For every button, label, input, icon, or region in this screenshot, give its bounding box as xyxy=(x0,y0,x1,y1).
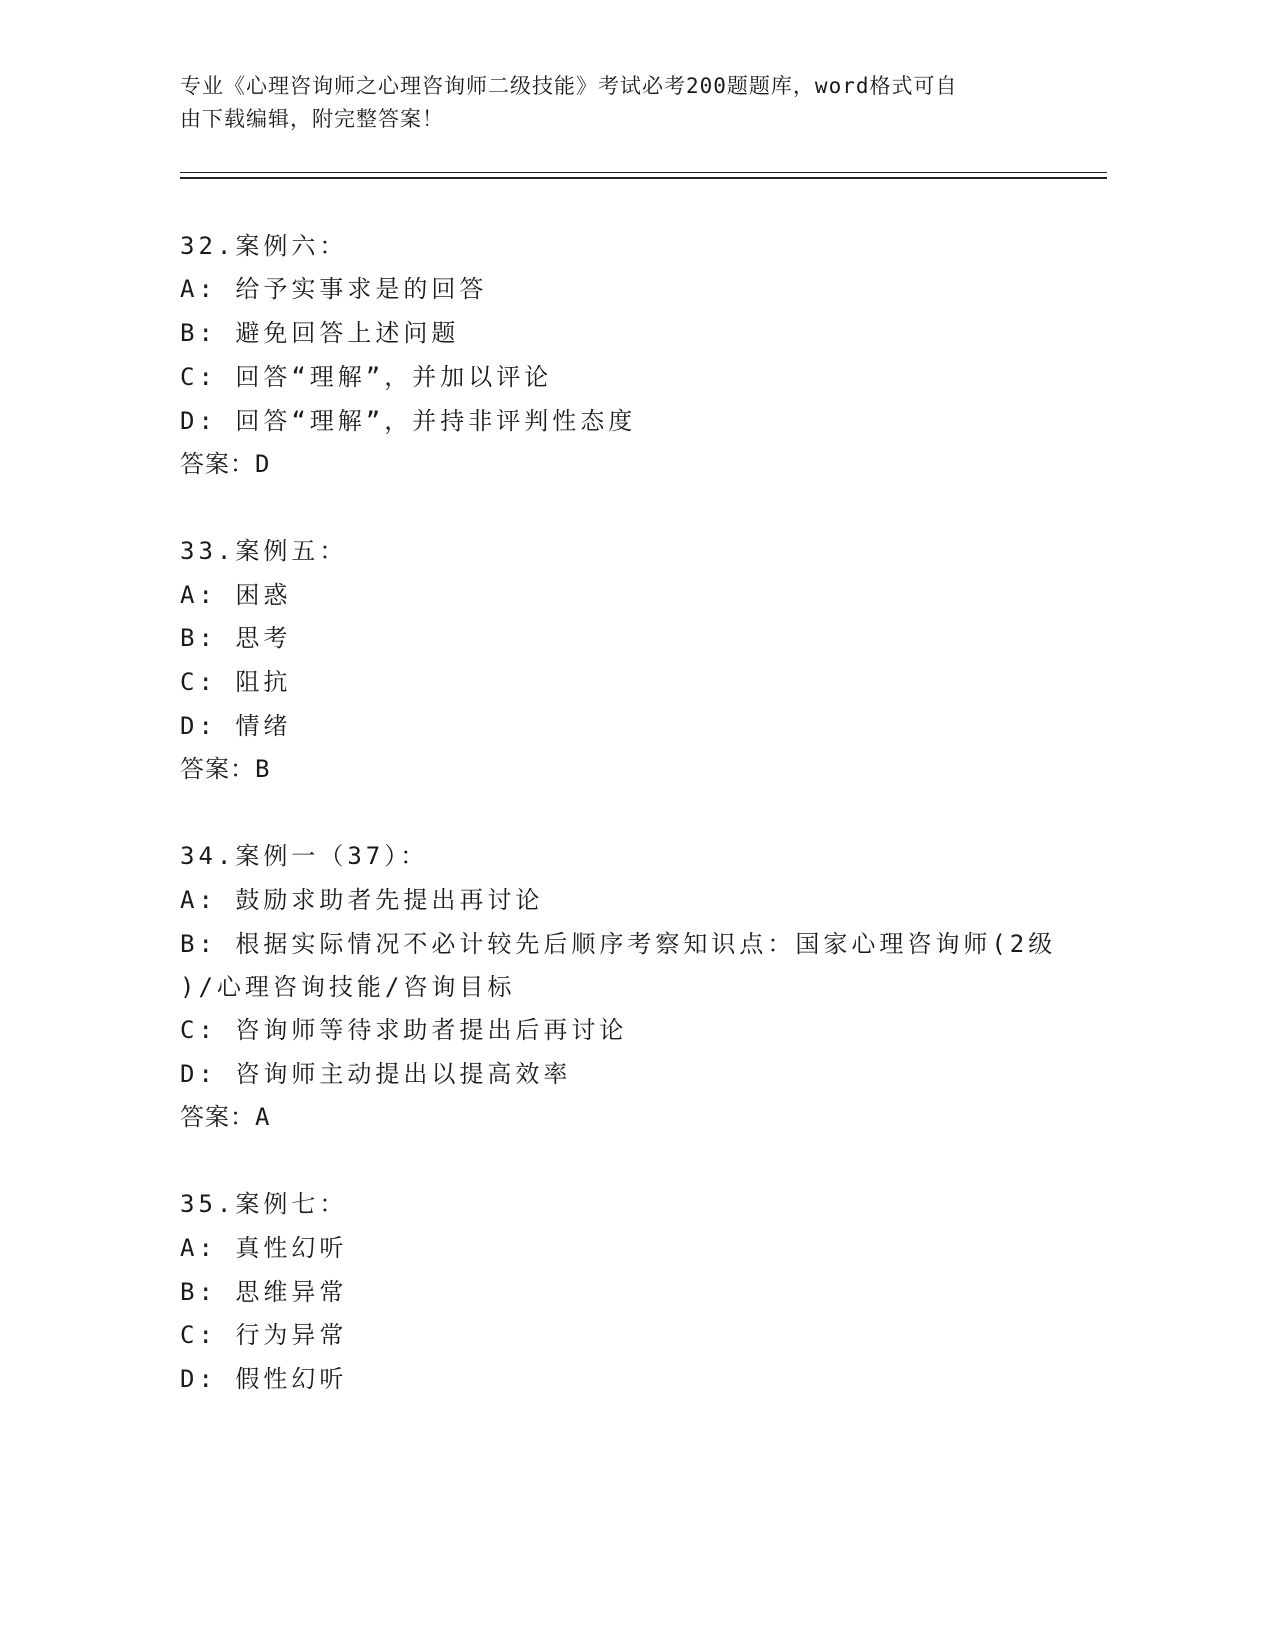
option-b: B: 思考 xyxy=(180,624,292,652)
header-rule-thin xyxy=(180,172,1107,173)
question-stem: 32.案例六： xyxy=(180,232,348,260)
header-line-1: 专业《心理咨询师之心理咨询师二级技能》考试必考200题题库，word格式可自 xyxy=(180,74,958,98)
answer: 答案：A xyxy=(180,1103,271,1131)
answer: 答案：B xyxy=(180,755,271,783)
option-b: B: 避免回答上述问题 xyxy=(180,319,460,347)
option-d: D: 咨询师主动提出以提高效率 xyxy=(180,1060,572,1088)
option-a: A: 困惑 xyxy=(180,581,292,609)
question-stem: 35.案例七： xyxy=(180,1190,348,1218)
question-stem: 33.案例五： xyxy=(180,537,348,565)
option-a: A: 鼓励求助者先提出再讨论 xyxy=(180,886,544,914)
question-stem: 34.案例一（37）： xyxy=(180,842,429,870)
option-d: D: 情绪 xyxy=(180,712,292,740)
option-b-continued: )/心理咨询技能/咨询目标 xyxy=(180,973,516,1001)
option-d: D: 假性幻听 xyxy=(180,1365,348,1393)
option-b: B: 思维异常 xyxy=(180,1278,348,1306)
option-d: D: 回答“理解”，并持非评判性态度 xyxy=(180,407,637,435)
option-c: C: 回答“理解”，并加以评论 xyxy=(180,363,553,391)
header-rule-thick xyxy=(180,177,1107,179)
option-c: C: 阻抗 xyxy=(180,668,292,696)
option-b: B: 根据实际情况不必计较先后顺序考察知识点：国家心理咨询师(2级 xyxy=(180,930,1057,958)
option-c: C: 咨询师等待求助者提出后再讨论 xyxy=(180,1016,628,1044)
header-line-2: 由下载编辑，附完整答案！ xyxy=(180,107,444,131)
option-a: A: 给予实事求是的回答 xyxy=(180,275,488,303)
document-header xyxy=(180,70,1040,136)
answer: 答案：D xyxy=(180,450,271,478)
option-c: C: 行为异常 xyxy=(180,1321,348,1349)
option-a: A: 真性幻听 xyxy=(180,1234,348,1262)
